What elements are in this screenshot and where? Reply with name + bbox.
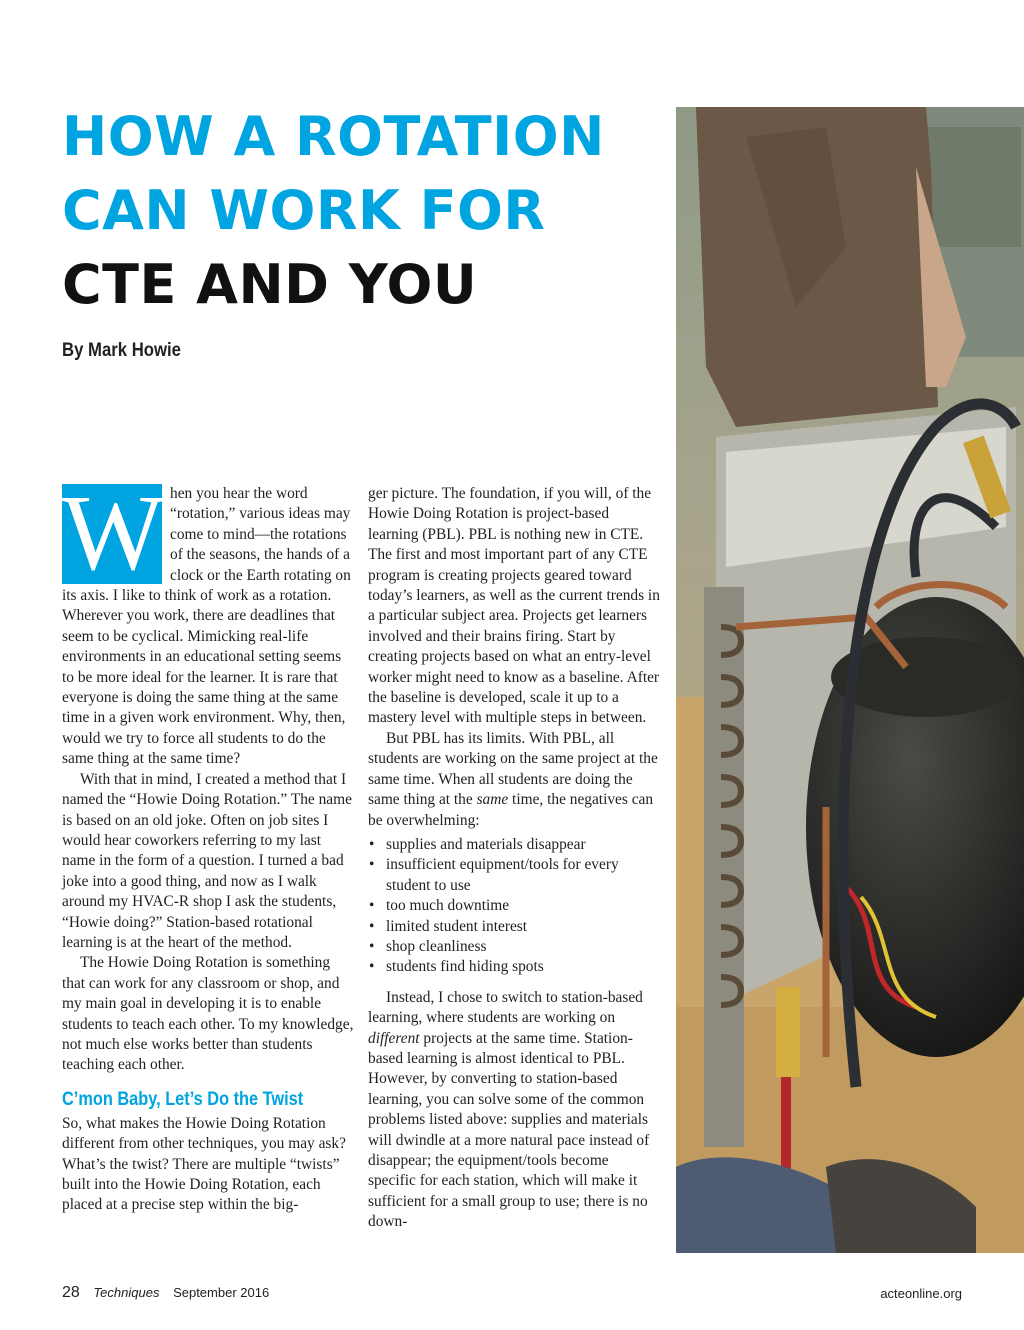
paragraph: With that in mind, I created a method that I named the “Howie Doing Rotation.” The name is based on an old joke. Often on job sites I would hear coworkers referring to my last name in the form of a question. I turned a bad joke into a good thing, and now as I walk around my HVAC-R shop I ask the students, “Howie doing?” Station-based rotational learning is at the heart of the method. [62,770,352,951]
byline: By Mark Howie [62,340,181,361]
paragraph: But PBL has its limits. With PBL, all students are working on the same project at the same time. When all students are doing the same thing at the same time, the negatives can be overwhelming: [368,729,658,829]
paragraph: So, what makes the Howie Doing Rotation different from other techniques, you may ask? What’s the twist? There are multiple “twists” built into the Howie Doing Rotation, each placed at a precise step within the big- [62,1114,346,1214]
headline-line-2: CAN WORK FOR [62,179,546,242]
website-link[interactable]: acteonline.org [880,1286,962,1301]
page-footer [62,1284,962,1306]
photo-illustration [676,107,1024,1253]
list-item: • too much downtime [368,896,660,916]
headline-line-1: HOW A ROTATION [62,105,605,168]
bullet-list [368,835,660,978]
footer-left [62,1284,269,1302]
section-subhead: C’mon Baby, Let’s Do the Twist [62,1088,304,1110]
paragraph: hen you hear the word “rotation,” various ideas may come to mind—the rotations of the seasons, the hands of a clock or the Earth rotating on its axis. I like to think of work as a rotation. Wherever you work, there are deadlines that seem to be cyclical. Mimicking real-life environments in an educational setting seems to be more ideal for the learner. It is rare that everyone is doing the same thing at the same time in a given work environment. Why, then, would we try to force all students to do the same thing at the same time? [62,485,351,768]
list-item: • supplies and materials disappear [368,835,660,855]
drop-cap: W [62,474,164,593]
article-column-1 [62,474,354,1216]
spacer [368,978,660,988]
article-headline [62,100,662,322]
hvac-compressor-photo [676,107,1024,1253]
list-item: • limited student interest [368,917,660,937]
article-column-2 [368,484,660,1233]
publication-name: Techniques [93,1285,160,1300]
paragraph: ger picture. The foundation, if you will, of the Howie Doing Rotation is project-based learning (PBL). PBL is nothing new in CTE. The first and most important part of any CTE program is creating projects geared toward today’s learners, as well as the current trends in a particular subject area. Projects get learners involved and their brains firing. Start by creating projects based on what an entry-level worker might need to know as a baseline. After the baseline is developed, scale it up to a mastery level with multiple steps in between. [368,485,660,727]
list-item: • insufficient equipment/tools for every student to use [368,855,660,896]
list-item: • shop cleanliness [368,937,660,957]
paragraph: Instead, I chose to switch to station-based learning, where students are working on different projects at the same time. Station-based learning is almost identical to PBL. However, by converting to station-based learning, you can solve some of the common problems listed above: supplies and materials will dwindle at a more natural pace instead of disappear; the equipment/tools become specific for each station, which will make it sufficient for a small group to use; there is no down- [368,988,650,1231]
list-item: • students find hiding spots [368,957,660,977]
issue-date: September 2016 [173,1285,270,1300]
page-number: 28 [62,1284,80,1301]
paragraph: The Howie Doing Rotation is something that can work for any classroom or shop, and my main goal in developing it is to enable students to teach each other. To my knowledge, not much else works better than students teaching each other. [62,954,354,1074]
headline-line-3: CTE AND YOU [62,253,478,316]
